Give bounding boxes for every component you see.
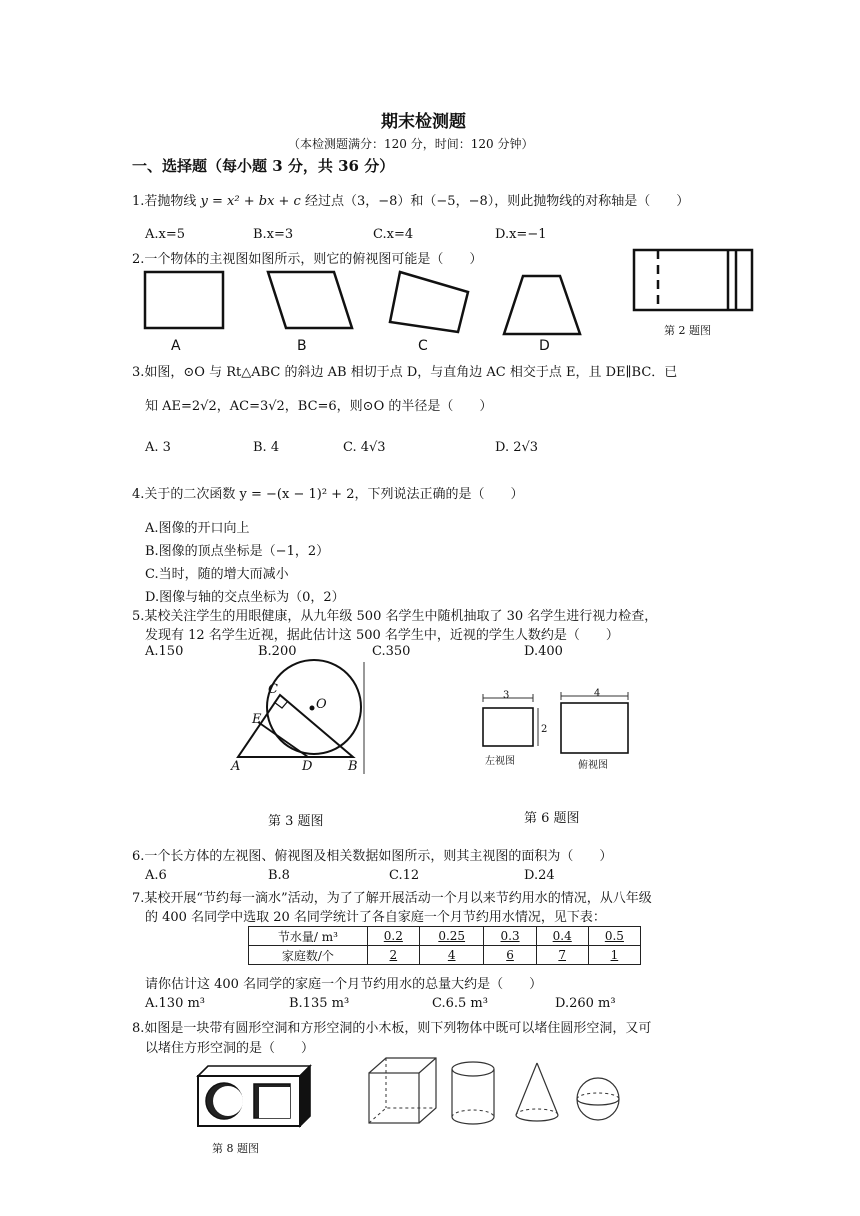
q7-cell-value: 1	[610, 948, 619, 962]
q5-option-a: A.150	[145, 644, 184, 659]
q8-sphere-equator	[577, 1099, 619, 1105]
table-row	[249, 927, 641, 946]
q6-option-b: B.8	[268, 868, 290, 883]
q1-option-c: C.x=4	[373, 227, 414, 242]
q5-option-b: B.200	[258, 644, 297, 659]
q6-option-d: D.24	[524, 868, 555, 883]
q7-cell	[588, 946, 640, 965]
q7-cell	[536, 927, 588, 946]
q7-row2-header: 家庭数/个	[249, 946, 368, 965]
question-8-line-2: 以堵住方形空洞的是（ ）	[145, 1041, 315, 1056]
q5-option-c: C.350	[372, 644, 411, 659]
question-7-question: 请你估计这 400 名同学的家庭一个月节约用水的总量大约是（ ）	[145, 977, 543, 992]
q6-top-width: 4	[594, 688, 601, 699]
page-subtitle: （本检测题满分：120 分，时间：120 分钟）	[288, 137, 534, 151]
q7-cell	[484, 927, 536, 946]
q7-cell-value: 0.5	[604, 929, 624, 943]
q8-cylinder-top	[452, 1062, 494, 1076]
table-row	[249, 946, 641, 965]
q7-option-d: D.260 m³	[555, 996, 616, 1011]
q1-stem-b: 经过点（3，−8）和（−5，−8），则此抛物线的对称轴是（ ）	[300, 194, 690, 209]
q6-caption: 第 6 题图	[524, 811, 580, 826]
q8-cone-left	[516, 1063, 537, 1115]
q8-cone-base	[516, 1115, 558, 1121]
q6-left-view-rect	[483, 708, 533, 746]
question-5-line-2: 发现有 12 名学生近视，据此估计这 500 名学生中，近视的学生人数约是（ ）	[145, 628, 619, 643]
question-7-line-2: 的 400 名同学中选取 20 名同学统计了各自家庭一个月节约用水情况，见下表：	[145, 910, 606, 925]
question-5-line-1: 5.某校关注学生的用眼健康，从九年级 500 名学生中随机抽取了 30 名学生进行视力检查，	[132, 609, 658, 624]
q7-option-a: A.130 m³	[145, 996, 206, 1011]
q8-cone-right	[537, 1063, 558, 1115]
q8-sphere-equator-hidden	[577, 1093, 619, 1099]
q8-square-hole-highlight	[259, 1087, 290, 1118]
q3-caption: 第 3 题图	[268, 814, 324, 829]
q8-cone-base-hidden	[516, 1109, 558, 1115]
q3-label-a: A	[231, 759, 241, 774]
q3-label-c: C	[268, 682, 278, 697]
q7-cell	[484, 946, 536, 965]
q7-cell	[419, 927, 484, 946]
q6-option-c: C.12	[389, 868, 420, 883]
question-3-line-2: 知 AE=2√2，AC=3√2，BC=6，则⊙O 的半径是（ ）	[145, 399, 493, 414]
q1-formula: y = x² + bx + c	[200, 194, 301, 209]
q3-center-dot	[310, 706, 315, 711]
q8-board-figure	[190, 1062, 320, 1132]
q2-label-d: D	[539, 338, 550, 354]
q8-round-hole-highlight	[213, 1086, 243, 1116]
question-8-line-1: 8.如图是一块带有圆形空洞和方形空洞的小木板，则下列物体中既可以堵住圆形空洞，又可	[132, 1021, 652, 1036]
q2-caption: 第 2 题图	[664, 324, 711, 337]
question-7-line-1: 7.某校开展“节约每一滴水”活动，为了了解开展活动一个月以来节约用水的情况，从八年级	[132, 891, 652, 906]
q6-option-a: A.6	[145, 868, 167, 883]
q7-cell	[367, 946, 419, 965]
q7-cell-value: 2	[389, 948, 398, 962]
q7-cell	[367, 927, 419, 946]
q3-figure	[228, 662, 368, 782]
q1-option-d: D.x=−1	[495, 227, 547, 242]
q3-option-a: A. 3	[145, 440, 171, 455]
q7-row1-header: 节水量/ m³	[249, 927, 368, 946]
q1-option-a: A.x=5	[145, 227, 186, 242]
q7-cell	[536, 946, 588, 965]
q5-option-d: D.400	[524, 644, 563, 659]
q1-option-b: B.x=3	[253, 227, 294, 242]
q7-option-b: B.135 m³	[289, 996, 350, 1011]
q3-label-e: E	[252, 712, 262, 727]
q2-label-c: C	[418, 338, 428, 354]
q3-option-c: C. 4√3	[343, 440, 386, 455]
q8-cylinder-bottom-hidden	[452, 1110, 494, 1117]
q7-cell-value: 7	[558, 948, 567, 962]
q3-label-b: B	[348, 759, 358, 774]
q7-cell-value: 0.3	[500, 929, 520, 943]
q7-cell-value: 0.2	[383, 929, 403, 943]
q8-sphere	[577, 1078, 619, 1120]
q2-options-figure	[140, 264, 600, 354]
q3-label-o: O	[316, 697, 327, 712]
q2-shape-d-trapezoid	[504, 276, 580, 334]
q8-cube-hidden-edges	[369, 1108, 436, 1123]
q8-caption: 第 8 题图	[212, 1142, 259, 1155]
q3-label-d: D	[302, 759, 313, 774]
q3-option-d: D. 2√3	[495, 440, 539, 455]
question-1-stem	[132, 190, 689, 209]
q7-option-c: C.6.5 m³	[432, 996, 488, 1011]
q8-cube-front	[369, 1073, 419, 1123]
question-2-stem: 2.一个物体的主视图如图所示，则它的俯视图可能是（ ）	[132, 252, 483, 267]
page-title: 期末检测题	[381, 112, 466, 132]
q1-stem-a: 1.若抛物线	[132, 194, 201, 209]
q2-label-a: A	[171, 338, 181, 354]
q8-solids-figure	[366, 1055, 656, 1135]
q3-segment-de	[258, 722, 308, 757]
q7-cell	[419, 946, 484, 965]
q8-board-side	[300, 1066, 310, 1126]
q2-shape-a-rectangle	[145, 272, 223, 328]
q2-label-b: B	[297, 338, 307, 354]
question-3-line-1: 3.如图，⊙O 与 Rt△ABC 的斜边 AB 相切于点 D，与直角边 AC 相交于点 E，且 DE∥BC．已	[132, 365, 678, 380]
q4-option-b: B.图像的顶点坐标是（−1，2）	[145, 544, 330, 559]
q2-shape-c-quadrilateral	[390, 272, 468, 332]
q6-top-view-label: 俯视图	[578, 760, 608, 771]
section-heading: 一、选择题（每小题 3 分，共 36 分）	[132, 157, 395, 175]
q7-water-table	[248, 926, 641, 965]
q4-option-a: A.图像的开口向上	[145, 521, 250, 536]
q3-option-b: B. 4	[253, 440, 280, 455]
q2-shape-b-parallelogram	[268, 272, 352, 328]
q7-cell-value: 0.4	[552, 929, 572, 943]
question-4-stem: 4.关于的二次函数 y = −(x − 1)² + 2，下列说法正确的是（ ）	[132, 487, 524, 502]
q4-option-d: D.图像与轴的交点坐标为（0，2）	[145, 590, 345, 605]
q7-cell	[588, 927, 640, 946]
q4-option-c: C.当时，随的增大而减小	[145, 567, 289, 582]
q6-left-view-label: 左视图	[485, 756, 515, 767]
q8-cube-edge	[419, 1058, 436, 1073]
q8-board-top	[198, 1066, 310, 1076]
q8-cylinder-bottom	[452, 1117, 494, 1124]
q2-front-view-figure	[630, 246, 760, 316]
q6-left-width: 3	[503, 690, 510, 701]
q7-cell-value: 6	[506, 948, 514, 962]
q7-cell-value: 4	[447, 948, 456, 962]
q8-cube-top-right	[369, 1058, 436, 1123]
q2-front-view-outline	[634, 250, 752, 310]
q6-left-height: 2	[541, 724, 548, 735]
q7-cell-value: 0.25	[438, 929, 466, 943]
q6-top-view-rect	[561, 703, 628, 753]
question-6-stem: 6.一个长方体的左视图、俯视图及相关数据如图所示，则其主视图的面积为（ ）	[132, 849, 613, 864]
